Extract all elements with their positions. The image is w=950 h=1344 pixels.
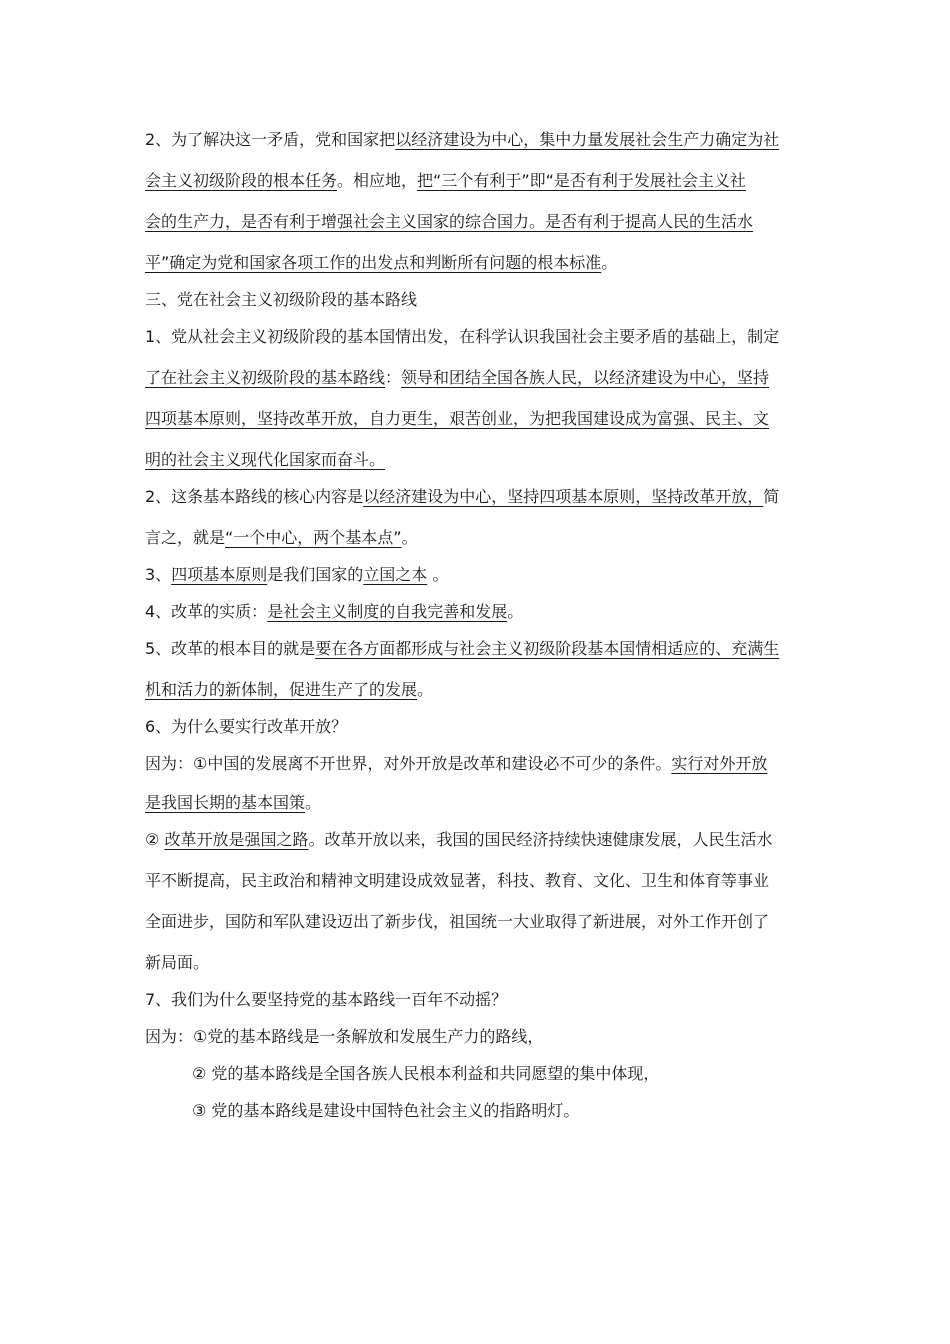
text-line	[145, 912, 810, 932]
text-segment: 7、我们为什么要坚持党的基本路线一百年不动摇？	[145, 990, 508, 1009]
text-line	[145, 409, 810, 429]
text-segment: 言之，就是	[145, 528, 226, 547]
underlined-text: 是社会主义制度的自我完善和发展	[267, 602, 508, 621]
text-line	[145, 528, 810, 548]
underlined-text: 以经济建设为中心，坚持四项基本原则，坚持改革开放，	[363, 487, 764, 506]
underlined-text: 立国之本	[363, 565, 428, 584]
text-line	[145, 717, 810, 737]
text-segment: 。改革开放以来，我国的国民经济持续快速健康发展，人民生活水	[308, 830, 773, 849]
text-segment: 4、改革的实质：	[145, 602, 268, 621]
underlined-text: 四项基本原则，坚持改革开放，自力更生，艰苦创业，为把我国建设成为富强、民主、文	[145, 409, 770, 428]
text-line	[145, 212, 810, 232]
text-segment: 是我们国家的	[267, 565, 364, 584]
text-line	[145, 565, 810, 585]
text-line	[145, 368, 810, 388]
text-line	[145, 830, 810, 850]
text-line	[192, 1101, 857, 1121]
text-line	[145, 793, 810, 813]
text-segment: 平不断提高，民主政治和精神文明建设成效显著，科技、教育、文化、卫生和体育等事业	[145, 871, 770, 890]
text-line	[145, 171, 810, 191]
underlined-text: 明的社会主义现代化国家而奋斗。	[145, 450, 386, 469]
underlined-text: 机和活力的新体制，促进生产了的发展	[145, 680, 418, 699]
text-line	[145, 327, 810, 347]
underlined-text: 是我国长期的基本国策	[145, 793, 306, 812]
text-segment: 三、党在社会主义初级阶段的基本路线	[145, 290, 418, 309]
text-segment: ：	[385, 368, 402, 387]
text-segment: 因为：①中国的发展离不开世界，对外开放是改革和建设必不可少的条件。	[145, 754, 672, 773]
text-line	[145, 130, 810, 150]
underlined-text: 会的生产力，是否有利于增强社会主义国家的综合国力。是否有利于提高人民的生活水	[145, 212, 754, 231]
text-segment: 1、党从社会主义初级阶段的基本国情出发，在科学认识我国社会主要矛盾的基础上，制定	[145, 327, 780, 346]
text-segment: ②	[145, 830, 165, 849]
underlined-text: 了在社会主义初级阶段的基本路线	[145, 368, 386, 387]
underlined-text: 把“三个有利于”即“是否有利于发展社会主义社	[417, 171, 746, 190]
text-segment: 2、为了解决这一矛盾，党和国家把	[145, 130, 396, 149]
underlined-text: 实行对外开放	[671, 754, 768, 773]
underlined-text: 会主义初级阶段的根本任务	[145, 171, 338, 190]
text-segment: 5、改革的根本目的就是	[145, 639, 316, 658]
text-line	[145, 871, 810, 891]
text-line	[145, 1027, 810, 1047]
text-segment: 。	[417, 680, 434, 699]
text-segment: 。	[305, 793, 322, 812]
text-segment: 6、为什么要实行改革开放？	[145, 717, 348, 736]
text-line	[145, 990, 810, 1010]
underlined-text: 领导和团结全国各族人民，以经济建设为中心，坚持	[401, 368, 770, 387]
underlined-text: 改革开放是强国之路	[164, 830, 309, 849]
text-line	[145, 450, 810, 470]
text-line	[145, 754, 810, 774]
underlined-text: 以经济建设为中心，集中力量发展社会生产力确定为社	[395, 130, 780, 149]
text-segment: ② 党的基本路线是全国各族人民根本利益和共同愿望的集中体现，	[192, 1064, 660, 1083]
text-line	[145, 253, 810, 273]
text-line	[145, 680, 810, 700]
text-line	[145, 639, 810, 659]
text-segment: ③ 党的基本路线是建设中国特色社会主义的指路明灯。	[192, 1101, 580, 1120]
underlined-text: “一个中心，两个基本点”	[225, 528, 402, 547]
text-segment: 2、这条基本路线的核心内容是	[145, 487, 364, 506]
text-segment: 全面进步，国防和军队建设迈出了新步伐，祖国统一大业取得了新进展，对外工作开创了	[145, 912, 770, 931]
text-segment: 新局面。	[145, 953, 210, 972]
text-segment: 。	[601, 253, 618, 272]
text-segment: 。	[507, 602, 524, 621]
text-segment: 。	[427, 565, 449, 584]
underlined-text: 要在各方面都形成与社会主义初级阶段基本国情相适应的、充满生	[315, 639, 780, 658]
text-line	[145, 487, 810, 507]
underlined-text: 四项基本原则	[171, 565, 268, 584]
text-segment: 3、	[145, 565, 172, 584]
underlined-text: 平”确定为党和国家各项工作的出发点和判断所有问题的根本标准	[145, 253, 602, 272]
text-line	[145, 290, 810, 310]
text-segment: 。	[401, 528, 418, 547]
text-line	[192, 1064, 857, 1084]
text-line	[145, 602, 810, 622]
text-segment: 。相应地，	[337, 171, 418, 190]
text-segment: 简	[763, 487, 780, 506]
text-segment: 因为：①党的基本路线是一条解放和发展生产力的路线，	[145, 1027, 544, 1046]
text-line	[145, 953, 810, 973]
